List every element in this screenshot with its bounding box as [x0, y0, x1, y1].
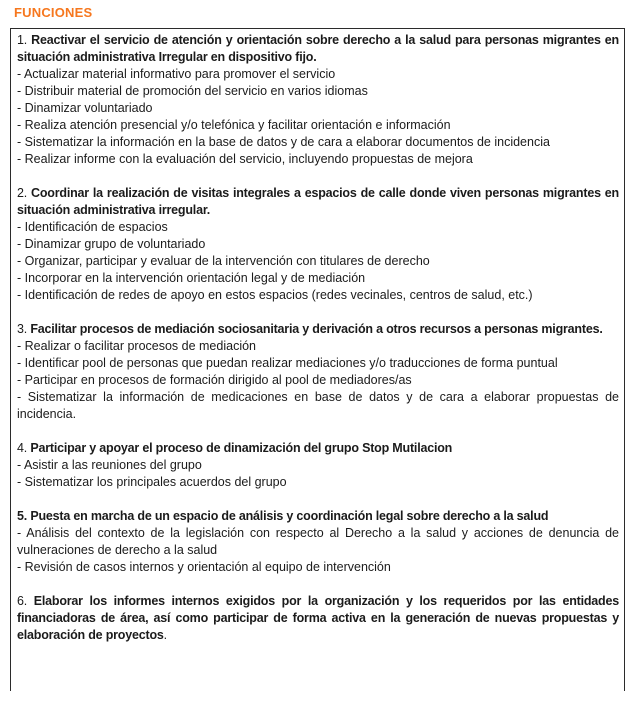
section-3 — [17, 321, 619, 423]
functions-box — [10, 28, 625, 691]
section-heading-text: Reactivar el servicio de atención y orientación sobre derecho a la salud para personas migrantes en situación administrativa Irregular en dispositivo fijo. — [17, 33, 619, 64]
section-heading — [17, 508, 619, 525]
bullet-item: - Actualizar material informativo para promover el servicio — [17, 67, 336, 81]
section-heading-text: Coordinar la realización de visitas integrales a espacios de calle donde viven personas migrantes en situación administrativa irregular. — [17, 186, 619, 217]
bullet-item: - Dinamizar voluntariado — [17, 101, 153, 115]
bullet-item: - Sistematizar los principales acuerdos del grupo — [17, 475, 287, 489]
page-title: FUNCIONES — [14, 5, 93, 20]
section-heading — [17, 440, 619, 457]
bullet-item: - Distribuir material de promoción del servicio en varios idiomas — [17, 84, 368, 98]
section-number: 3. — [17, 322, 28, 336]
section-heading-text: Facilitar procesos de mediación sociosanitaria y derivación a otros recursos a personas migrantes. — [30, 322, 603, 336]
section-number: 1. — [17, 33, 28, 47]
bullet-item: - Sistematizar la información en la base de datos y de cara a elaborar documentos de incidencia — [17, 135, 550, 149]
bullet-item: - Identificación de espacios — [17, 220, 168, 234]
bullet-item: - Participar en procesos de formación dirigido al pool de mediadores/as — [17, 373, 412, 387]
section-heading — [17, 321, 619, 338]
bullet-item: - Sistematizar la información de medicaciones en base de datos y de cara a elaborar propuestas de incidencia. — [17, 390, 619, 421]
section-heading-text: Elaborar los informes internos exigidos por la organización y los requeridos por las entidades financiadoras de área, así como participar de forma activa en la generación de nuevas propuestas y elaboración de proyectos — [17, 594, 619, 642]
bullet-item: - Incorporar en la intervención orientación legal y de mediación — [17, 271, 366, 285]
section-5 — [17, 508, 619, 576]
section-heading-text: Puesta en marcha de un espacio de análisis y coordinación legal sobre derecho a la salud — [30, 509, 549, 523]
bullet-item: - Realizar informe con la evaluación del servicio, incluyendo propuestas de mejora — [17, 152, 473, 166]
bullet-item: - Revisión de casos internos y orientación al equipo de intervención — [17, 560, 391, 574]
bullet-item: - Asistir a las reuniones del grupo — [17, 458, 202, 472]
section-heading — [17, 593, 619, 644]
section-number: 2. — [17, 186, 28, 200]
bullet-item: - Identificación de redes de apoyo en estos espacios (redes vecinales, centros de salud, etc.) — [17, 288, 533, 302]
bullet-item: - Identificar pool de personas que puedan realizar mediaciones y/o traducciones de forma puntual — [17, 356, 558, 370]
section-number: 4. — [17, 441, 28, 455]
bullet-item: - Realiza atención presencial y/o telefónica y facilitar orientación e información — [17, 118, 451, 132]
section-heading — [17, 32, 619, 66]
bullet-item: - Dinamizar grupo de voluntariado — [17, 237, 206, 251]
section-number: 6. — [17, 594, 28, 608]
section-4 — [17, 440, 619, 491]
section-heading — [17, 185, 619, 219]
section-1 — [17, 32, 619, 168]
section-number: 5. — [17, 509, 28, 523]
bullet-item: - Realizar o facilitar procesos de mediación — [17, 339, 256, 353]
bullet-item: - Organizar, participar y evaluar de la intervención con titulares de derecho — [17, 254, 430, 268]
section-heading-suffix: . — [163, 628, 167, 642]
section-6 — [17, 593, 619, 644]
section-heading-text: Participar y apoyar el proceso de dinamización del grupo Stop Mutilacion — [30, 441, 453, 455]
section-2 — [17, 185, 619, 304]
bullet-item: - Análisis del contexto de la legislación con respecto al Derecho a la salud y acciones de denuncia de vulneraciones de derecho a la salud — [17, 526, 619, 557]
